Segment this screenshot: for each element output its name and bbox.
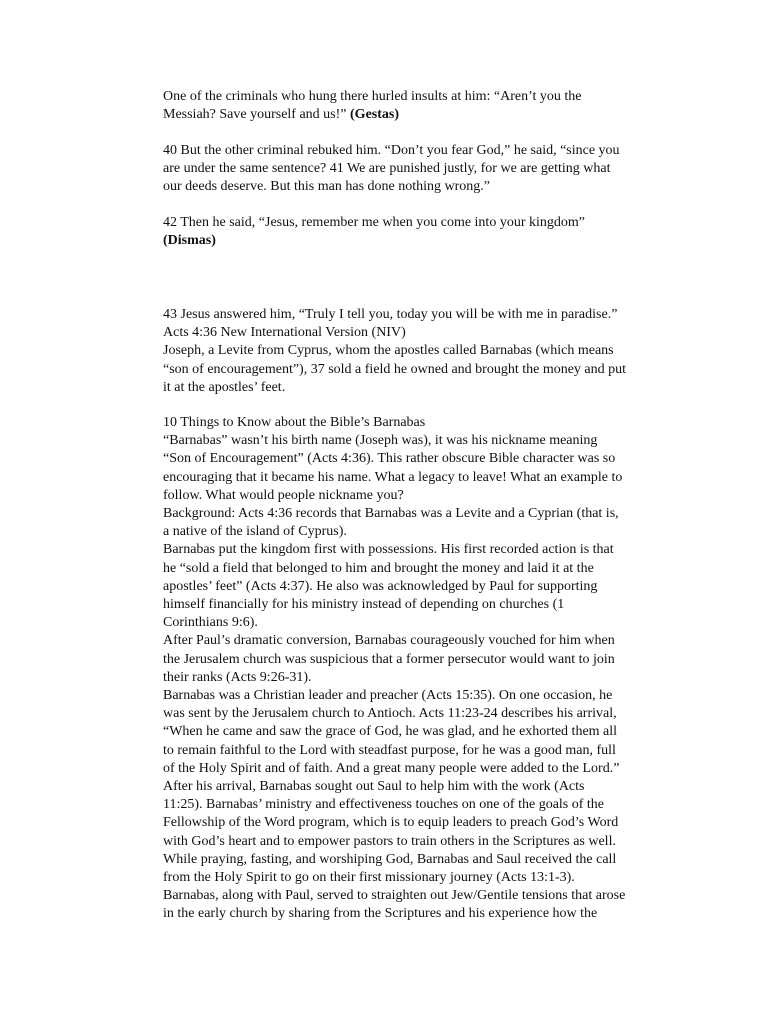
text-line: follow. What would people nickname you?: [163, 487, 404, 503]
text-line: our deeds deserve. But this man has done nothing wrong.”: [163, 179, 490, 195]
text-line: it at the apostles’ feet.: [163, 379, 286, 395]
text-line: was sent by the Jerusalem church to Antioch. Acts 11:23-24 describes his arrival,: [163, 706, 617, 722]
text-line: Barnabas, along with Paul, served to straighten out Jew/Gentile tensions that arose: [163, 888, 626, 904]
text-line: 40 But the other criminal rebuked him. “Don’t you fear God,” he said, “since you: [163, 143, 620, 158]
text-line: to remain faithful to the Lord with steadfast purpose, for he was a good man, full: [163, 742, 616, 758]
text-line: “Barnabas” wasn’t his birth name (Joseph was), it was his nickname meaning: [163, 433, 598, 449]
paragraph-criminal-rebuke: [163, 142, 683, 197]
paragraph-jesus-answer: [163, 306, 683, 397]
text-line: from the Holy Spirit to go on their first missionary journey (Acts 13:1-3).: [163, 870, 575, 886]
paragraph-remember-me: [163, 214, 683, 250]
text-line: [163, 106, 683, 124]
paragraph-criminal-insults: [163, 88, 683, 124]
text-line: “When he came and saw the grace of God, he was glad, and he exhorted them all: [163, 724, 618, 740]
text-line: “Son of Encouragement” (Acts 4:36). This rather obscure Bible character was so: [163, 451, 616, 467]
text-line: 11:25). Barnabas’ ministry and effectiveness touches on one of the goals of the: [163, 797, 605, 813]
name-gestas: (Gestas): [350, 107, 400, 123]
text-line: in the early church by sharing from the Scriptures and his experience how the: [163, 906, 598, 922]
text-line: Acts 4:36 New International Version (NIV): [163, 325, 406, 341]
text-line: a native of the island of Cyprus).: [163, 524, 347, 540]
text-line: Barnabas was a Christian leader and preacher (Acts 15:35). On one occasion, he: [163, 688, 613, 704]
text-line: encouraging that it became his name. What a legacy to leave! What an example to: [163, 469, 623, 485]
text-line: “son of encouragement”), 37 sold a field he owned and brought the money and put: [163, 361, 627, 377]
text-span: Messiah? Save yourself and us!”: [163, 107, 351, 123]
text-line: himself financially for his ministry instead of depending on churches (1: [163, 597, 565, 613]
text-line: with God’s heart and to empower pastors to train others in the Scriptures as well.: [163, 833, 616, 849]
text-line: are under the same sentence? 41 We are punished justly, for we are getting what: [163, 161, 611, 177]
text-line: Fellowship of the Word program, which is to equip leaders to preach God’s Word: [163, 815, 619, 831]
text-line: their ranks (Acts 9:26-31).: [163, 669, 312, 685]
text-line: he “sold a field that belonged to him and brought the money and laid it at the: [163, 560, 594, 576]
text-line: After Paul’s dramatic conversion, Barnabas courageously vouched for him when: [163, 633, 615, 649]
section-heading: 10 Things to Know about the Bible’s Barnabas: [163, 415, 426, 430]
text-line: the Jerusalem church was suspicious that a former persecutor would want to join: [163, 651, 615, 667]
text-line: Joseph, a Levite from Cyprus, whom the apostles called Barnabas (which means: [163, 343, 614, 359]
text-line: While praying, fasting, and worshiping God, Barnabas and Saul received the call: [163, 851, 617, 867]
text-line: apostles’ feet” (Acts 4:37). He also was acknowledged by Paul for supporting: [163, 578, 598, 594]
text-line: One of the criminals who hung there hurled insults at him: “Aren’t you the: [163, 89, 582, 104]
text-line: 42 Then he said, “Jesus, remember me when you come into your kingdom”: [163, 215, 585, 230]
text-line: Barnabas put the kingdom first with possessions. His first recorded action is that: [163, 542, 614, 558]
text-line: After his arrival, Barnabas sought out Saul to help him with the work (Acts: [163, 779, 585, 795]
text-line: Background: Acts 4:36 records that Barnabas was a Levite and a Cyprian (that is,: [163, 506, 619, 522]
text-line: of the Holy Spirit and of faith. And a great many people were added to the Lord.”: [163, 760, 620, 776]
name-dismas: (Dismas): [163, 233, 216, 249]
section-barnabas-things-to-know: [163, 414, 683, 924]
text-line: Corinthians 9:6).: [163, 615, 258, 631]
text-line: 43 Jesus answered him, “Truly I tell you, today you will be with me in paradise.”: [163, 307, 618, 322]
